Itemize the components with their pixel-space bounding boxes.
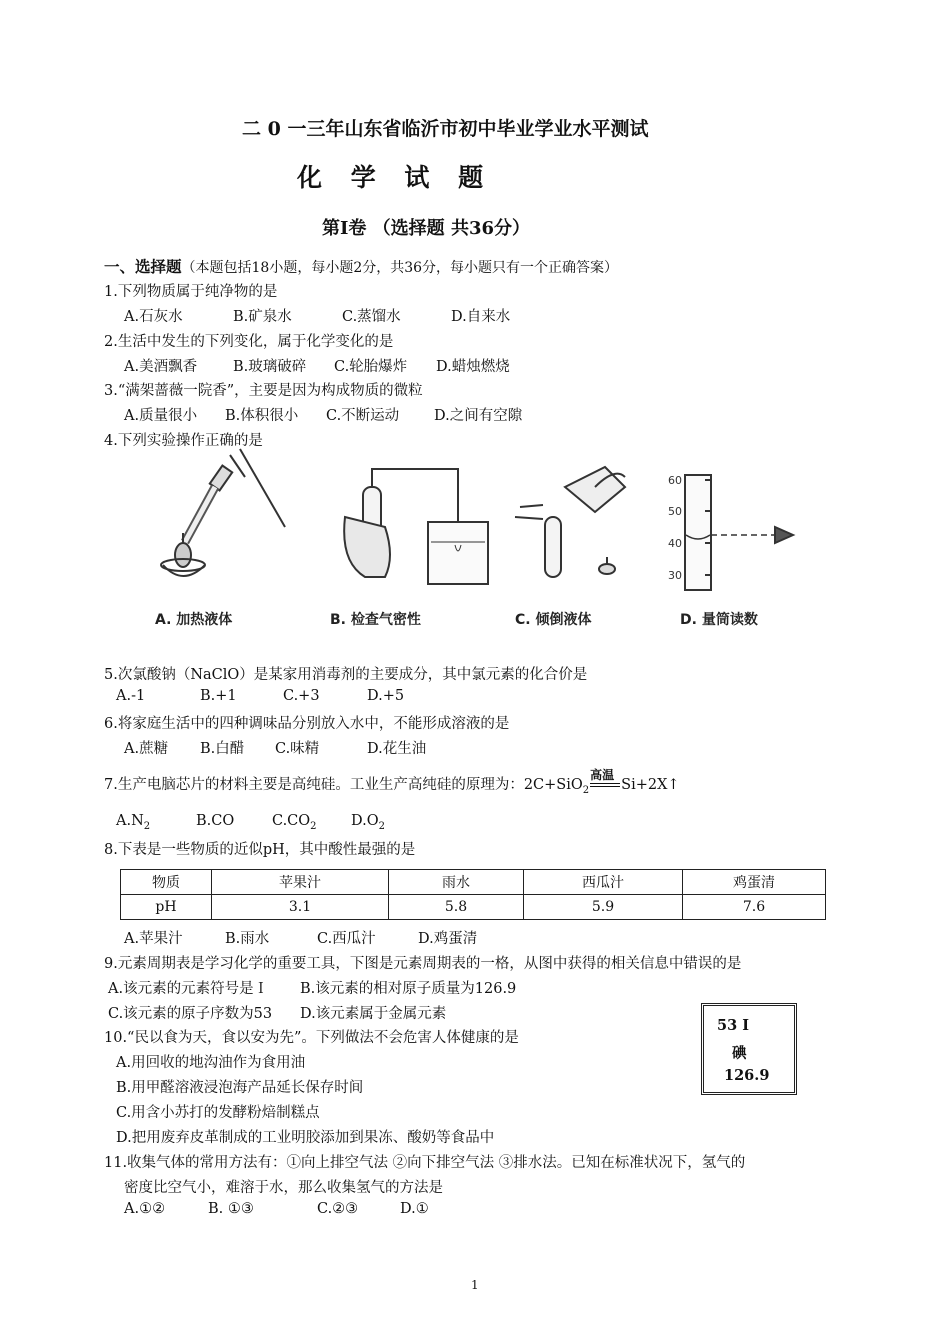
table-cell: 雨水 — [389, 870, 524, 895]
section-note: （本题包括18小题，每小题2分，共36分，每小题只有一个正确答案） — [181, 260, 619, 276]
q11-stem-line2: 密度比空气小，难溶于水，那么收集氢气的方法是 — [124, 1180, 443, 1196]
q7-option-c-text: C.CO — [272, 813, 311, 829]
figure-label-c: C. 倾倒液体 — [515, 612, 592, 628]
q1-option-b: B.矿泉水 — [233, 309, 292, 325]
ph-table — [120, 869, 826, 920]
table-cell: 5.9 — [524, 895, 683, 920]
q6-option-d: D.花生油 — [367, 741, 427, 757]
q6-option-b: B.白醋 — [200, 741, 245, 757]
q7-option-b: B.CO — [196, 813, 235, 829]
q8-option-d: D.鸡蛋清 — [418, 931, 478, 947]
q10-option-b: B.用甲醛溶液浸泡海产品延长保存时间 — [116, 1080, 364, 1096]
exam-title: 二 0 一三年山东省临沂市初中毕业学业水平测试 — [242, 118, 649, 140]
q9-stem: 9.元素周期表是学习化学的重要工具，下图是元素周期表的一格，从图中获得的相关信息中错误的是 — [104, 956, 742, 972]
page-number: 1 — [471, 1278, 479, 1292]
q7-option-c — [272, 813, 317, 832]
q11-stem-line1: 11.收集气体的常用方法有：①向上排空气法 ②向下排空气法 ③排水法。已知在标准状况下，氢气的 — [104, 1155, 746, 1171]
cylinder-reading-illustration — [685, 475, 793, 590]
q10-option-a: A.用回收的地沟油作为食用油 — [116, 1055, 306, 1071]
element-mass: 126.9 — [724, 1067, 770, 1084]
table-cell: 7.6 — [683, 895, 826, 920]
q5-option-d: D.+5 — [367, 688, 405, 704]
q7-stem: 7.生产电脑芯片的材料主要是高纯硅。工业生产高纯硅的原理为：2C+SiO — [104, 777, 583, 793]
q10-stem: 10.“民以食为天，食以安为先”。下列做法不会危害人体健康的是 — [104, 1030, 519, 1046]
section-title: 一、选择题 — [104, 257, 182, 276]
q7-option-a-text: A.N — [116, 813, 144, 829]
cylinder-tick-40: 40 — [668, 537, 682, 550]
q8-stem: 8.下表是一些物质的近似pH，其中酸性最强的是 — [104, 842, 416, 858]
pouring-liquid-illustration — [515, 467, 625, 577]
q7-option-a-sub: 2 — [143, 820, 151, 832]
reaction-condition: 高温 — [590, 768, 615, 782]
q7-option-d-text: D.O — [351, 813, 379, 829]
q9-option-b: B.该元素的相对原子质量为126.9 — [300, 981, 517, 997]
q6-stem: 6.将家庭生活中的四种调味品分别放入水中，不能形成溶液的是 — [104, 716, 510, 732]
q5-stem: 5.次氯酸钠（NaClO）是某家用消毒剂的主要成分，其中氯元素的化合价是 — [104, 667, 588, 683]
q1-option-d: D.自来水 — [451, 309, 511, 325]
airtightness-check-illustration — [344, 469, 488, 584]
q11-option-d: D.① — [400, 1201, 429, 1217]
q3-stem: 3.“满架蔷薇一院香”，主要是因为构成物质的微粒 — [104, 383, 423, 399]
cylinder-tick-50: 50 — [668, 505, 682, 518]
section-heading — [104, 255, 618, 277]
q7-product: Si+2X↑ — [621, 777, 680, 793]
cylinder-tick-30: 30 — [668, 569, 682, 582]
table-cell: 3.1 — [212, 895, 389, 920]
reaction-condition-arrow — [590, 768, 620, 792]
q8-option-c: C.西瓜汁 — [317, 931, 376, 947]
q11-option-c: C.②③ — [317, 1201, 359, 1217]
q9-option-a: A.该元素的元素符号是Ｉ — [108, 981, 269, 997]
q1-stem: 1.下列物质属于纯净物的是 — [104, 284, 278, 300]
figure-label-d: D. 量筒读数 — [680, 612, 758, 628]
table-cell: 苹果汁 — [212, 870, 389, 895]
q11-option-b: B. ①③ — [208, 1201, 254, 1217]
q3-option-d: D.之间有空隙 — [434, 408, 523, 424]
q3-option-a: A.质量很小 — [124, 408, 198, 424]
heating-liquid-illustration — [161, 449, 285, 576]
table-header-cell: pH — [121, 895, 212, 920]
part-title: 第Ⅰ卷 （选择题 共36分） — [322, 218, 531, 239]
q8-option-b: B.雨水 — [225, 931, 270, 947]
q6-option-a: A.蔗糖 — [124, 741, 169, 757]
q4-stem: 4.下列实验操作正确的是 — [104, 433, 263, 449]
q8-option-a: A.苹果汁 — [124, 931, 183, 947]
table-cell: 鸡蛋清 — [683, 870, 826, 895]
q1-option-c: C.蒸馏水 — [342, 309, 401, 325]
q7-option-d — [351, 813, 385, 832]
q1-option-a: A.石灰水 — [124, 309, 183, 325]
q7-option-c-sub: 2 — [310, 820, 317, 832]
q7-option-a — [116, 813, 150, 832]
table-row — [121, 870, 826, 895]
q11-option-a: A.①② — [124, 1201, 166, 1217]
q6-option-c: C.味精 — [275, 741, 320, 757]
lab-operations-figure — [145, 447, 815, 639]
q3-option-b: B.体积很小 — [225, 408, 299, 424]
lab-operations-svg — [145, 447, 815, 639]
q5-option-c: C.+3 — [283, 688, 320, 704]
q10-option-c: C.用含小苏打的发酵粉焙制糕点 — [116, 1105, 320, 1121]
q7-option-d-sub: 2 — [378, 820, 385, 832]
table-cell: 5.8 — [389, 895, 524, 920]
figure-label-a: A. 加热液体 — [155, 612, 233, 628]
q7-equation-line — [104, 768, 680, 796]
q9-option-d: D.该元素属于金属元素 — [300, 1006, 447, 1022]
q5-option-a: A.-1 — [116, 688, 146, 704]
q2-option-d: D.蜡烛燃烧 — [436, 359, 510, 375]
q3-option-c: C.不断运动 — [326, 408, 400, 424]
figure-label-b: B. 检查气密性 — [330, 612, 421, 628]
table-header-cell: 物质 — [121, 870, 212, 895]
q10-option-d: D.把用废弃皮革制成的工业明胶添加到果冻、酸奶等食品中 — [116, 1130, 495, 1146]
q5-option-b: B.+1 — [200, 688, 237, 704]
table-row — [121, 895, 826, 920]
element-number-symbol: 53 I — [717, 1017, 750, 1034]
element-name: 碘 — [732, 1045, 747, 1062]
table-cell: 西瓜汁 — [524, 870, 683, 895]
q2-option-b: B.玻璃破碎 — [233, 359, 307, 375]
cylinder-tick-60: 60 — [668, 474, 682, 487]
subject-title: 化 学 试 题 — [297, 163, 494, 192]
q2-stem: 2.生活中发生的下列变化，属于化学变化的是 — [104, 334, 394, 350]
periodic-table-cell — [701, 1003, 797, 1095]
q7-sio2-sub: 2 — [582, 784, 590, 796]
q2-option-a: A.美酒飘香 — [124, 359, 198, 375]
q9-option-c: C.该元素的原子序数为53 — [108, 1006, 273, 1022]
q2-option-c: C.轮胎爆炸 — [334, 359, 408, 375]
